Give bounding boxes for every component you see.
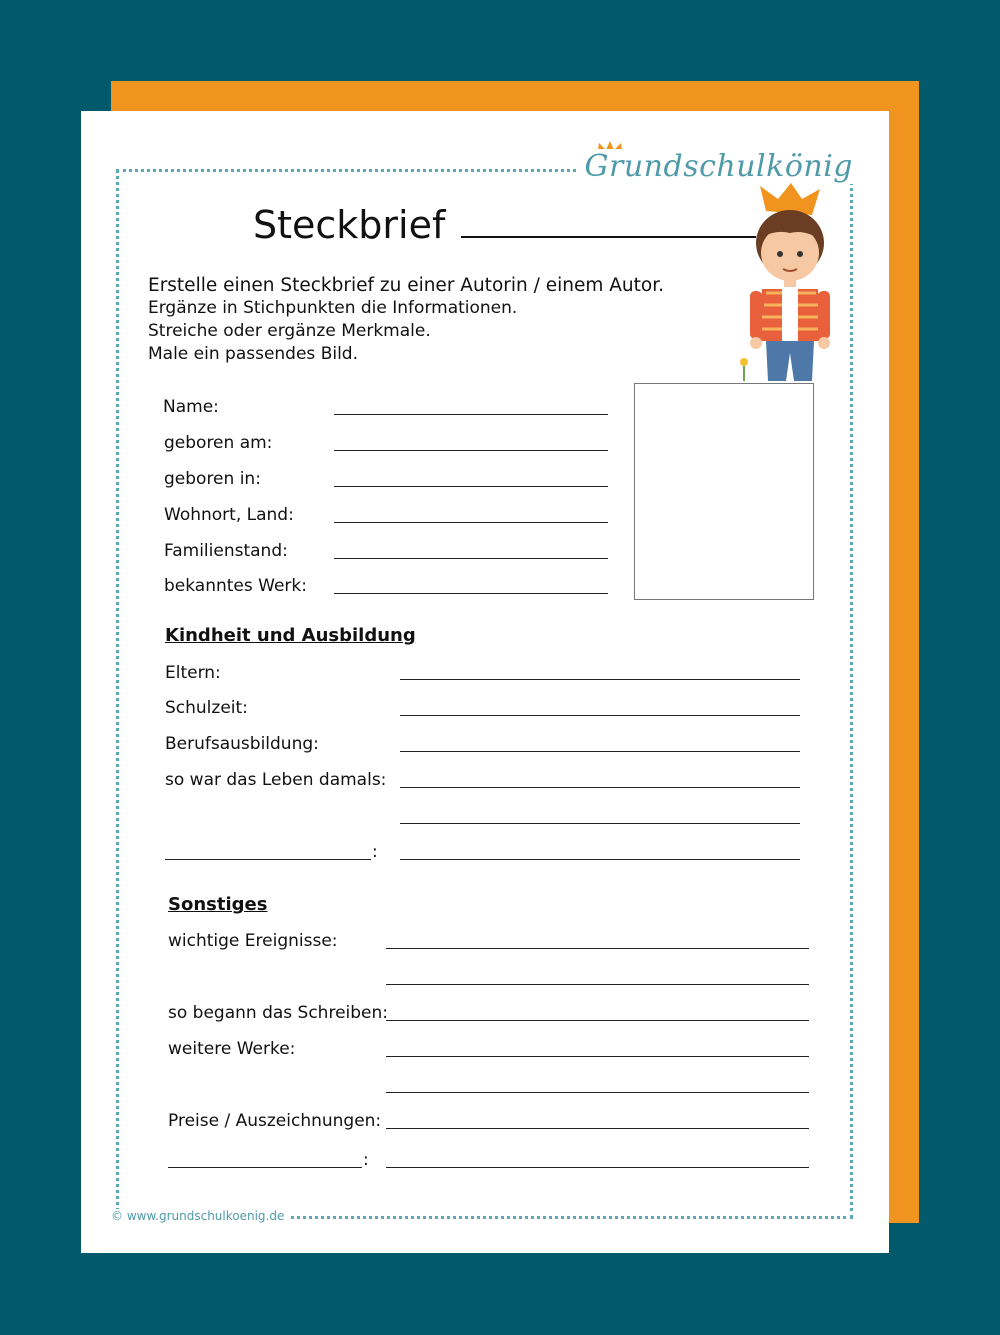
training-line[interactable] (400, 751, 800, 752)
label-training: Berufsausbildung: (165, 734, 319, 754)
label-events: wichtige Ereignisse: (168, 931, 338, 951)
brand-logo: Grundschulkönig (579, 149, 859, 184)
worksheet-page (81, 111, 889, 1253)
instruction-line: Streiche oder ergänze Merkmale. (148, 321, 431, 341)
events-line-2[interactable] (386, 984, 809, 985)
works-line-2[interactable] (386, 1092, 809, 1093)
custom-line[interactable] (400, 859, 800, 860)
known-work-line[interactable] (334, 593, 608, 594)
label-life: so war das Leben damals: (165, 770, 387, 790)
label-born-in: geboren in: (164, 469, 261, 489)
instruction-line: Erstelle einen Steckbrief zu einer Autorin / einem Autor. (148, 275, 664, 296)
school-line[interactable] (400, 715, 800, 716)
label-parents: Eltern: (165, 663, 221, 683)
life-line-2[interactable] (400, 823, 800, 824)
title-fill-line[interactable] (461, 208, 756, 238)
colon: : (372, 842, 378, 862)
colon-2: : (363, 1150, 369, 1170)
title-row (253, 203, 756, 247)
instruction-line: Ergänze in Stichpunkten die Informationen. (148, 298, 518, 318)
label-marital: Familienstand: (164, 541, 288, 561)
heading-childhood: Kindheit und Ausbildung (165, 625, 416, 646)
residence-line[interactable] (334, 522, 608, 523)
name-line[interactable] (334, 414, 608, 415)
label-works: weitere Werke: (168, 1039, 296, 1059)
life-line[interactable] (400, 787, 800, 788)
label-known-work: bekanntes Werk: (164, 576, 307, 596)
label-name: Name: (163, 397, 219, 417)
writing-line[interactable] (386, 1020, 809, 1021)
events-line[interactable] (386, 948, 809, 949)
instruction-line: Male ein passendes Bild. (148, 344, 359, 364)
label-writing: so begann das Schreiben: (168, 1003, 389, 1023)
footer-url: © www.grundschulkoenig.de (111, 1209, 290, 1223)
label-residence: Wohnort, Land: (164, 505, 294, 525)
awards-line[interactable] (386, 1128, 809, 1129)
works-line[interactable] (386, 1056, 809, 1057)
custom-label-line-2[interactable] (168, 1167, 362, 1168)
instructions (148, 274, 664, 366)
label-school: Schulzeit: (165, 698, 248, 718)
picture-box[interactable] (634, 383, 814, 600)
heading-other: Sonstiges (168, 894, 268, 915)
born-on-line[interactable] (334, 450, 608, 451)
label-born-on: geboren am: (164, 433, 273, 453)
page-title: Steckbrief (253, 203, 446, 247)
boy-illustration (736, 181, 846, 386)
parents-line[interactable] (400, 679, 800, 680)
born-in-line[interactable] (334, 486, 608, 487)
custom-line-2[interactable] (386, 1167, 809, 1168)
marital-line[interactable] (334, 558, 608, 559)
custom-label-line[interactable] (165, 859, 371, 860)
label-awards: Preise / Auszeichnungen: (168, 1111, 382, 1131)
